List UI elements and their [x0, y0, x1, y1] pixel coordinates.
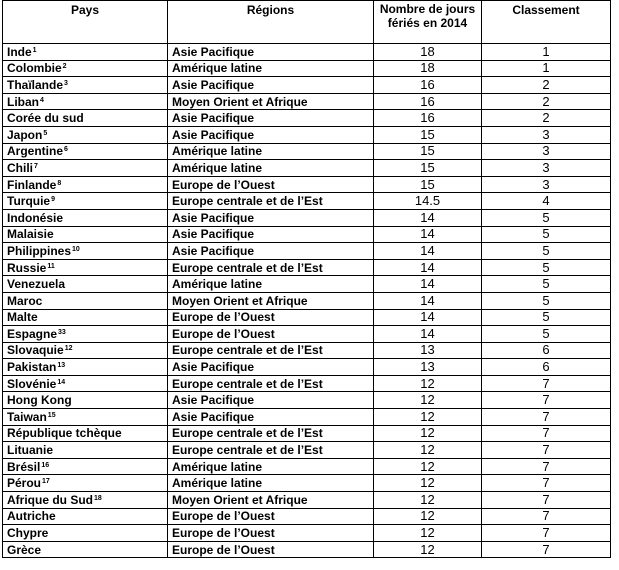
cell-region: Europe de l’Ouest [168, 508, 374, 525]
cell-pays [3, 143, 168, 160]
footnote-ref: 17 [42, 478, 50, 486]
table-row [3, 126, 611, 143]
header-classement: Classement [482, 1, 611, 44]
country-name: Pakistan [7, 360, 57, 375]
cell-jours: 14 [374, 292, 482, 309]
cell-pays [3, 276, 168, 293]
cell-jours: 12 [374, 541, 482, 558]
header-pays: Pays [3, 1, 168, 44]
footnote-ref: 2 [62, 63, 67, 71]
country-name: Chypre [7, 526, 49, 541]
cell-classement: 7 [482, 409, 611, 426]
country-name: Brésil [7, 459, 41, 474]
country-name: Lituanie [7, 443, 54, 458]
cell-region: Asie Pacifique [168, 209, 374, 226]
cell-region: Moyen Orient et Afrique [168, 292, 374, 309]
footnote-ref: 33 [58, 328, 66, 336]
cell-jours: 12 [374, 525, 482, 542]
cell-classement: 2 [482, 77, 611, 94]
cell-jours: 16 [374, 77, 482, 94]
cell-region: Europe centrale et de l’Est [168, 375, 374, 392]
cell-jours: 15 [374, 126, 482, 143]
cell-jours: 12 [374, 442, 482, 459]
cell-pays [3, 392, 168, 409]
cell-region: Asie Pacifique [168, 359, 374, 376]
cell-classement: 6 [482, 359, 611, 376]
table-row [3, 276, 611, 293]
cell-classement: 7 [482, 492, 611, 509]
footnote-ref: 16 [41, 461, 50, 469]
country-name: Malte [7, 310, 38, 325]
cell-jours: 15 [374, 160, 482, 177]
cell-region: Amérique latine [168, 60, 374, 77]
cell-region: Europe centrale et de l’Est [168, 193, 374, 210]
cell-region: Asie Pacifique [168, 77, 374, 94]
cell-jours: 18 [374, 44, 482, 61]
cell-classement: 5 [482, 226, 611, 243]
cell-region: Europe de l’Ouest [168, 309, 374, 326]
country-name: Indonésie [7, 210, 64, 225]
country-name: Pérou [7, 476, 42, 491]
cell-pays [3, 475, 168, 492]
cell-classement: 7 [482, 375, 611, 392]
footnote-ref: 14 [57, 378, 66, 386]
cell-jours: 14 [374, 326, 482, 343]
table-row [3, 492, 611, 509]
country-name: Hong Kong [7, 393, 72, 408]
cell-region: Asie Pacifique [168, 243, 374, 260]
cell-pays [3, 243, 168, 260]
table-row [3, 226, 611, 243]
cell-region: Europe centrale et de l’Est [168, 342, 374, 359]
cell-pays [3, 259, 168, 276]
table-row [3, 243, 611, 260]
table-row [3, 60, 611, 77]
country-name: Colombie [7, 61, 62, 76]
cell-classement: 4 [482, 193, 611, 210]
cell-region: Europe centrale et de l’Est [168, 442, 374, 459]
cell-classement: 5 [482, 309, 611, 326]
country-name: Inde [7, 44, 32, 59]
cell-classement: 7 [482, 425, 611, 442]
table-row [3, 77, 611, 94]
footnote-ref: 13 [57, 362, 66, 370]
country-name: Chili [7, 160, 33, 175]
cell-jours: 14 [374, 243, 482, 260]
cell-jours: 16 [374, 93, 482, 110]
cell-jours: 18 [374, 60, 482, 77]
country-name: Thaïlande [7, 77, 64, 92]
footnote-ref: 3 [64, 79, 68, 87]
footnote-ref: 8 [57, 179, 62, 187]
cell-region: Asie Pacifique [168, 110, 374, 127]
country-name: Liban [7, 94, 39, 109]
cell-classement: 3 [482, 126, 611, 143]
cell-region: Moyen Orient et Afrique [168, 492, 374, 509]
header-regions: Régions [168, 1, 374, 44]
table-row [3, 425, 611, 442]
cell-classement: 7 [482, 392, 611, 409]
cell-region: Europe centrale et de l’Est [168, 259, 374, 276]
cell-pays [3, 226, 168, 243]
table-row [3, 143, 611, 160]
country-name: Venezuela [7, 277, 66, 292]
cell-region: Europe de l’Ouest [168, 541, 374, 558]
cell-region: Europe de l’Ouest [168, 525, 374, 542]
cell-region: Europe centrale et de l’Est [168, 425, 374, 442]
table-row [3, 309, 611, 326]
cell-region: Europe de l’Ouest [168, 326, 374, 343]
holidays-table [2, 0, 611, 558]
country-name: Japon [7, 127, 43, 142]
table-row [3, 525, 611, 542]
cell-pays [3, 342, 168, 359]
cell-jours: 15 [374, 176, 482, 193]
cell-region: Asie Pacifique [168, 409, 374, 426]
cell-jours: 14 [374, 259, 482, 276]
cell-jours: 14 [374, 309, 482, 326]
cell-classement: 5 [482, 259, 611, 276]
cell-classement: 5 [482, 243, 611, 260]
cell-pays [3, 209, 168, 226]
cell-region: Amérique latine [168, 276, 374, 293]
cell-classement: 3 [482, 176, 611, 193]
table-row [3, 93, 611, 110]
cell-pays [3, 292, 168, 309]
cell-pays [3, 425, 168, 442]
cell-pays [3, 326, 168, 343]
cell-pays [3, 93, 168, 110]
cell-pays [3, 309, 168, 326]
footnote-ref: 18 [94, 494, 102, 502]
cell-pays [3, 176, 168, 193]
cell-pays [3, 126, 168, 143]
cell-region: Asie Pacifique [168, 226, 374, 243]
header-jours-feries: Nombre de jours fériés en 2014 [374, 1, 482, 44]
country-name: Maroc [7, 293, 43, 308]
footnote-ref: 1 [32, 46, 37, 54]
cell-pays [3, 160, 168, 177]
cell-classement: 3 [482, 160, 611, 177]
table-row [3, 508, 611, 525]
cell-jours: 12 [374, 508, 482, 525]
country-name: Malaisie [7, 227, 54, 242]
cell-pays [3, 44, 168, 61]
cell-pays [3, 458, 168, 475]
footnote-ref: 9 [51, 196, 56, 204]
country-name: Corée du sud [7, 111, 84, 126]
cell-pays [3, 541, 168, 558]
cell-pays [3, 508, 168, 525]
cell-jours: 13 [374, 342, 482, 359]
footnote-ref: 6 [64, 146, 68, 154]
country-name: Slovénie [7, 376, 57, 391]
cell-jours: 13 [374, 359, 482, 376]
cell-region: Asie Pacifique [168, 126, 374, 143]
cell-pays [3, 409, 168, 426]
cell-classement: 7 [482, 458, 611, 475]
footnote-ref: 4 [40, 96, 44, 104]
table-row [3, 326, 611, 343]
cell-jours: 12 [374, 458, 482, 475]
cell-classement: 6 [482, 342, 611, 359]
footnote-ref: 15 [47, 411, 56, 419]
cell-classement: 7 [482, 442, 611, 459]
table-row [3, 110, 611, 127]
footnote-ref: 10 [72, 245, 80, 253]
country-name: Philippines [7, 243, 72, 258]
table-row [3, 375, 611, 392]
cell-classement: 5 [482, 326, 611, 343]
cell-jours: 12 [374, 425, 482, 442]
cell-jours: 16 [374, 110, 482, 127]
country-name: Grèce [7, 542, 42, 557]
cell-region: Moyen Orient et Afrique [168, 93, 374, 110]
footnote-ref: 7 [34, 162, 38, 170]
cell-classement: 7 [482, 541, 611, 558]
cell-jours: 12 [374, 492, 482, 509]
country-name: Russie [7, 260, 47, 275]
cell-classement: 2 [482, 110, 611, 127]
cell-pays [3, 193, 168, 210]
cell-region: Amérique latine [168, 458, 374, 475]
cell-region: Amérique latine [168, 475, 374, 492]
cell-pays [3, 525, 168, 542]
cell-jours: 14.5 [374, 193, 482, 210]
table-body [3, 44, 611, 558]
table-row [3, 292, 611, 309]
cell-classement: 1 [482, 60, 611, 77]
table-row [3, 259, 611, 276]
cell-classement: 7 [482, 525, 611, 542]
table-row [3, 475, 611, 492]
cell-jours: 14 [374, 226, 482, 243]
table-row [3, 359, 611, 376]
cell-jours: 15 [374, 143, 482, 160]
cell-classement: 1 [482, 44, 611, 61]
cell-jours: 12 [374, 392, 482, 409]
cell-region: Europe de l’Ouest [168, 176, 374, 193]
footnote-ref: 12 [64, 345, 73, 353]
cell-jours: 14 [374, 276, 482, 293]
country-name: République tchèque [7, 426, 122, 441]
cell-region: Asie Pacifique [168, 392, 374, 409]
footnote-ref: 11 [47, 262, 55, 270]
table-row [3, 392, 611, 409]
country-name: Autriche [7, 509, 56, 524]
cell-region: Amérique latine [168, 160, 374, 177]
country-name: Argentine [7, 144, 64, 159]
cell-jours: 12 [374, 409, 482, 426]
footnote-ref: 5 [43, 129, 48, 137]
cell-region: Asie Pacifique [168, 44, 374, 61]
cell-pays [3, 110, 168, 127]
cell-region: Amérique latine [168, 143, 374, 160]
country-name: Finlande [7, 177, 57, 192]
country-name: Taiwan [7, 409, 47, 424]
table-row [3, 193, 611, 210]
cell-jours: 14 [374, 209, 482, 226]
country-name: Slovaquie [7, 343, 64, 358]
table-row [3, 209, 611, 226]
cell-pays [3, 442, 168, 459]
table-row [3, 342, 611, 359]
country-name: Espagne [7, 326, 58, 341]
cell-classement: 7 [482, 508, 611, 525]
cell-pays [3, 60, 168, 77]
cell-classement: 5 [482, 292, 611, 309]
cell-pays [3, 375, 168, 392]
cell-pays [3, 77, 168, 94]
cell-pays [3, 359, 168, 376]
cell-pays [3, 492, 168, 509]
cell-classement: 3 [482, 143, 611, 160]
table-row [3, 44, 611, 61]
country-name: Turquie [7, 194, 51, 209]
country-name: Afrique du Sud [7, 492, 93, 507]
table-row [3, 160, 611, 177]
cell-jours: 12 [374, 375, 482, 392]
cell-jours: 12 [374, 475, 482, 492]
table-header-row [3, 1, 611, 44]
cell-classement: 5 [482, 209, 611, 226]
table-row [3, 176, 611, 193]
table-row [3, 458, 611, 475]
table-row [3, 442, 611, 459]
cell-classement: 2 [482, 93, 611, 110]
table-row [3, 541, 611, 558]
cell-classement: 7 [482, 475, 611, 492]
cell-classement: 5 [482, 276, 611, 293]
table-row [3, 409, 611, 426]
